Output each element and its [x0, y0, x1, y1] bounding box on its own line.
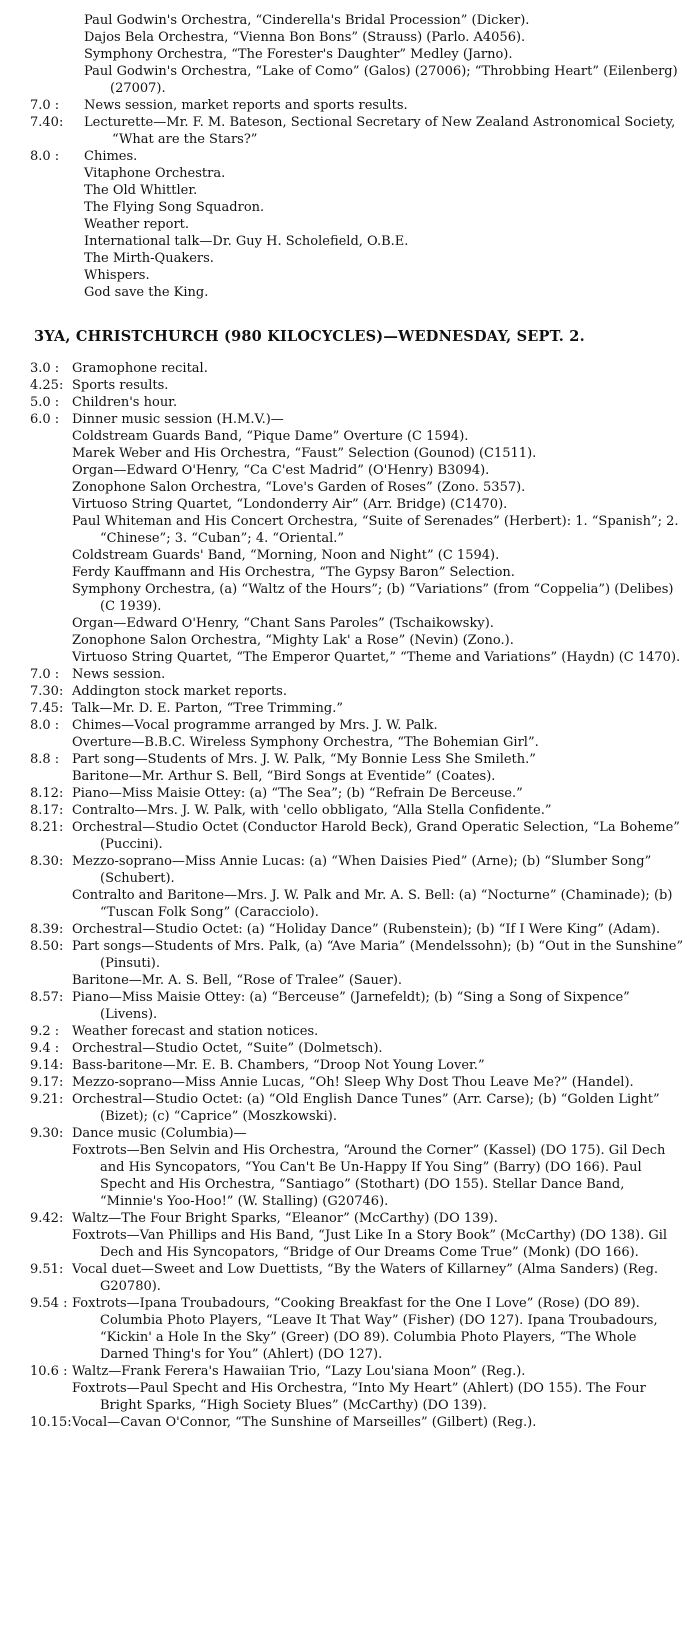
entry-line: Dance music (Columbia)— [72, 1126, 247, 1141]
list-item: Chimes. [84, 149, 138, 164]
entry-text [72, 1074, 685, 1091]
entry-time: 8.50: [30, 939, 64, 954]
entry-line: Waltz—The Four Bright Sparks, “Eleanor” (McCarthy) (DO 139). [72, 1211, 498, 1226]
list-item: Virtuoso String Quartet, “Londonderry Air” (Arr. Bridge) (C1470). [72, 497, 508, 512]
programme-entry [30, 666, 685, 683]
entry-line: Dinner music session (H.M.V.)— [72, 412, 284, 427]
entry-line: Vocal duet—Sweet and Low Duettists, “By the Waters of Killarney” (Alma Sanders) (Reg. G20780). [72, 1262, 659, 1294]
entry-time: 8.57: [30, 990, 64, 1005]
entry-text [72, 1363, 685, 1414]
list-item: Organ—Edward O'Henry, “Ca C'est Madrid” (O'Henry) B3094). [72, 463, 490, 478]
programme-entry [30, 148, 685, 301]
entry-text [72, 853, 685, 921]
programme-entry [30, 1414, 685, 1431]
dinner-music-list [30, 428, 685, 666]
entry-text [72, 1295, 685, 1363]
list-item: The Mirth-Quakers. [84, 251, 214, 266]
programme-entry [30, 1057, 685, 1074]
programme-entry [30, 1363, 685, 1414]
entry-text [72, 666, 685, 683]
programme-entry [30, 921, 685, 938]
entry-time: 8.0 : [30, 718, 60, 733]
entry-line: Orchestral—Studio Octet, “Suite” (Dolmetsch). [72, 1041, 383, 1056]
entry-line: Lecturette—Mr. F. M. Bateson, Sectional Secretary of New Zealand Astronomical Society, “What are the Stars?” [84, 115, 676, 147]
entry-text [72, 1210, 685, 1261]
entry-line: Part songs—Students of Mrs. Palk, (a) “Ave Maria” (Mendelssohn); (b) “Out in the Sunshine” (Pinsuti). [72, 939, 684, 971]
programme-entry [30, 751, 685, 785]
entry-time: 9.54 : [30, 1296, 68, 1311]
programme-3ya [30, 360, 685, 1431]
list-item: Ferdy Kauffmann and His Orchestra, “The Gypsy Baron” Selection. [72, 565, 515, 580]
programme-entry [30, 411, 685, 428]
entry-line: Orchestral—Studio Octet: (a) “Holiday Dance” (Rubenstein); (b) “If I Were King” (Adam). [72, 922, 661, 937]
entry-text [72, 802, 685, 819]
entry-line: Foxtrots—Ipana Troubadours, “Cooking Breakfast for the One I Love” (Rose) (DO 89). Columbia Photo Players, “Leave It That Way” (Fisher) (DO 127). Ipana Troubadours, “Kickin' a Hole In the Sky” (Greer) (DO 89). Columbia Photo Players, “The Whole Darned Thing's for You” (Ahlert) (DO 127). [72, 1296, 658, 1362]
entry-line: Addington stock market reports. [72, 684, 287, 699]
programme-continuation [30, 12, 685, 301]
entry-line: Bass-baritone—Mr. E. B. Chambers, “Droop Not Young Lover.” [72, 1058, 485, 1073]
programme-entry [30, 717, 685, 751]
programme-entry [30, 938, 685, 989]
entry-time: 8.21: [30, 820, 64, 835]
entry-line: Contralto and Baritone—Mrs. J. W. Palk and Mr. A. S. Bell: (a) “Nocturne” (Chaminade); (b) “Tuscan Folk Song” (Caracciolo). [72, 888, 673, 920]
list-item: The Flying Song Squadron. [84, 200, 265, 215]
entry-line: Children's hour. [72, 395, 178, 410]
entry-time: 8.8 : [30, 752, 60, 767]
programme-entry [30, 785, 685, 802]
entry-line: Orchestral—Studio Octet: (a) “Old English Dance Tunes” (Arr. Carse); (b) “Golden Light” (Bizet); (c) “Caprice” (Moszkowski). [72, 1092, 660, 1124]
entry-line: News session, market reports and sports results. [84, 98, 408, 113]
entry-text [84, 97, 685, 114]
entry-time: 9.51: [30, 1262, 64, 1277]
entry-text [72, 411, 685, 428]
list-item: God save the King. [84, 285, 209, 300]
entry-text [72, 938, 685, 989]
entry-line: Vocal—Cavan O'Connor, “The Sunshine of Marseilles” (Gilbert) (Reg.). [72, 1415, 537, 1430]
entry-time: 4.25: [30, 378, 64, 393]
programme-entry [30, 360, 685, 377]
entry-time: 9.2 : [30, 1024, 60, 1039]
list-item: Symphony Orchestra, (a) “Waltz of the Hours”; (b) “Variations” (from “Coppelia”) (Delibes) (C 1939). [72, 582, 674, 614]
entry-line: Foxtrots—Ben Selvin and His Orchestra, “Around the Corner” (Kassel) (DO 175). Gil Dech and His Syncopators, “You Can't Be Un-Happy If You Sing” (Barry) (DO 166). Paul Specht and His Orchestra, “Santiago” (Stothart) (DO 155). Stellar Dance Band, “Minnie's Yoo-Hoo!” (W. Stalling) (G20746). [72, 1143, 666, 1209]
list-item: Paul Godwin's Orchestra, “Cinderella's Bridal Procession” (Dicker). [84, 13, 530, 28]
entry-text [72, 921, 685, 938]
entry-text [72, 717, 685, 751]
entry-line: Mezzo-soprano—Miss Annie Lucas, “Oh! Sleep Why Dost Thou Leave Me?” (Handel). [72, 1075, 634, 1090]
list-item: Vitaphone Orchestra. [84, 166, 226, 181]
entry-line: Weather forecast and station notices. [72, 1024, 319, 1039]
entry-text [84, 114, 685, 148]
programme-entry [30, 394, 685, 411]
entry-time: 9.17: [30, 1075, 64, 1090]
entry-time: 7.30: [30, 684, 64, 699]
list-item: Weather report. [84, 217, 190, 232]
entry-line: Piano—Miss Maisie Ottey: (a) “The Sea”; (b) “Refrain De Berceuse.” [72, 786, 523, 801]
programme-entry [30, 97, 685, 114]
list-item: Organ—Edward O'Henry, “Chant Sans Paroles” (Tschaikowsky). [72, 616, 494, 631]
entry-line: Overture—B.B.C. Wireless Symphony Orchestra, “The Bohemian Girl”. [72, 735, 539, 750]
entry-time: 9.4 : [30, 1041, 60, 1056]
entry-text [84, 148, 685, 301]
entry-text [72, 1125, 685, 1210]
entry-time: 8.39: [30, 922, 64, 937]
programme-entry [30, 819, 685, 853]
programme-entry [30, 1040, 685, 1057]
entry-time: 8.0 : [30, 149, 60, 164]
entry-time: 9.30: [30, 1126, 64, 1141]
entry-text [72, 360, 685, 377]
list-item: Coldstream Guards' Band, “Morning, Noon and Night” (C 1594). [72, 548, 500, 563]
programme-entry [30, 1074, 685, 1091]
entry-line: Part song—Students of Mrs. J. W. Palk, “My Bonnie Less She Smileth.” [72, 752, 536, 767]
entry-text [72, 377, 685, 394]
list-item: Paul Whiteman and His Concert Orchestra, “Suite of Serenades” (Herbert): 1. “Spanish”; 2. “Chinese”; 3. “Cuban”; 4. “Oriental.” [72, 514, 679, 546]
entry-line: Waltz—Frank Ferera's Hawaiian Trio, “Lazy Lou'siana Moon” (Reg.). [72, 1364, 526, 1379]
entry-line: Chimes—Vocal programme arranged by Mrs. J. W. Palk. [72, 718, 438, 733]
entry-text [72, 700, 685, 717]
entry-line: Gramophone recital. [72, 361, 208, 376]
entry-line: Talk—Mr. D. E. Parton, “Tree Trimming.” [72, 701, 343, 716]
entry-line: Baritone—Mr. Arthur S. Bell, “Bird Songs at Eventide” (Coates). [72, 769, 496, 784]
entry-text [72, 1091, 685, 1125]
entry-time: 5.0 : [30, 395, 60, 410]
entry-time: 7.0 : [30, 98, 60, 113]
entry-line: Foxtrots—Paul Specht and His Orchestra, “Into My Heart” (Ahlert) (DO 155). The Four Bright Sparks, “High Society Blues” (McCarthy) (DO 139). [72, 1381, 646, 1413]
entry-line: News session. [72, 667, 166, 682]
entry-line: Sports results. [72, 378, 169, 393]
list-item: Virtuoso String Quartet, “The Emperor Quartet,” “Theme and Variations” (Haydn) (C 1470). [72, 650, 681, 665]
entry-time: 10.6 : [30, 1364, 68, 1379]
entry-text [72, 989, 685, 1023]
list-item: Symphony Orchestra, “The Forester's Daughter” Medley (Jarno). [84, 47, 513, 62]
entry-time: 9.14: [30, 1058, 64, 1073]
entry-text [72, 751, 685, 785]
list-item: Dajos Bela Orchestra, “Vienna Bon Bons” (Strauss) (Parlo. A4056). [84, 30, 526, 45]
station-heading: 3YA, CHRISTCHURCH (980 KILOCYCLES)—WEDNESDAY, SEPT. 2. [34, 328, 585, 345]
programme-entry [30, 1023, 685, 1040]
entry-time: 6.0 : [30, 412, 60, 427]
list-item: Whispers. [84, 268, 150, 283]
continued-items [30, 12, 685, 97]
list-item: International talk—Dr. Guy H. Scholefield, O.B.E. [84, 234, 409, 249]
entry-text [72, 1023, 685, 1040]
programme-entry [30, 114, 685, 148]
programme-entry [30, 802, 685, 819]
entry-text [72, 1261, 685, 1295]
entry-time: 10.15: [30, 1415, 72, 1430]
entry-time: 7.40: [30, 115, 64, 130]
entry-line: Mezzo-soprano—Miss Annie Lucas: (a) “When Daisies Pied” (Arne); (b) “Slumber Song” (Schubert). [72, 854, 652, 886]
programme-entry [30, 1125, 685, 1210]
entry-time: 9.42: [30, 1211, 64, 1226]
entry-text [72, 1057, 685, 1074]
programme-entry [30, 1295, 685, 1363]
entry-text [72, 394, 685, 411]
entry-time: 8.17: [30, 803, 64, 818]
list-item: Zonophone Salon Orchestra, “Mighty Lak' a Rose” (Nevin) (Zono.). [72, 633, 514, 648]
entry-text [72, 819, 685, 853]
entry-text [72, 1040, 685, 1057]
list-item: Marek Weber and His Orchestra, “Faust” Selection (Gounod) (C1511). [72, 446, 537, 461]
entry-time: 8.12: [30, 786, 64, 801]
programme-entry [30, 377, 685, 394]
entry-time: 7.45: [30, 701, 64, 716]
entry-time: 9.21: [30, 1092, 64, 1107]
list-item: Zonophone Salon Orchestra, “Love's Garden of Roses” (Zono. 5357). [72, 480, 526, 495]
entry-line: Foxtrots—Van Phillips and His Band, “Just Like In a Story Book” (McCarthy) (DO 138). Gil Dech and His Syncopators, “Bridge of Our Dreams Come True” (Monk) (DO 166). [72, 1228, 668, 1260]
list-item: The Old Whittler. [84, 183, 198, 198]
programme-entry [30, 989, 685, 1023]
entry-line: Orchestral—Studio Octet (Conductor Harold Beck), Grand Operatic Selection, “La Boheme” (Puccini). [72, 820, 680, 852]
programme-entry [30, 1210, 685, 1261]
entry-time: 8.30: [30, 854, 64, 869]
entry-time: 7.0 : [30, 667, 60, 682]
list-item: Coldstream Guards Band, “Pique Dame” Overture (C 1594). [72, 429, 469, 444]
list-item: Paul Godwin's Orchestra, “Lake of Como” (Galos) (27006); “Throbbing Heart” (Eilenberg) (27007). [84, 64, 678, 96]
entry-time: 3.0 : [30, 361, 60, 376]
programme-entry [30, 683, 685, 700]
programme-entry [30, 1261, 685, 1295]
programme-entry [30, 700, 685, 717]
entry-line: Contralto—Mrs. J. W. Palk, with 'cello obbligato, “Alla Stella Confidente.” [72, 803, 552, 818]
entry-text [72, 683, 685, 700]
entry-line: Baritone—Mr. A. S. Bell, “Rose of Tralee” (Sauer). [72, 973, 403, 988]
entry-text [72, 1414, 685, 1431]
entry-text [72, 785, 685, 802]
entry-line: Piano—Miss Maisie Ottey: (a) “Berceuse” (Jarnefeldt); (b) “Sing a Song of Sixpence” (Livens). [72, 990, 630, 1022]
programme-entry [30, 1091, 685, 1125]
programme-entry [30, 853, 685, 921]
